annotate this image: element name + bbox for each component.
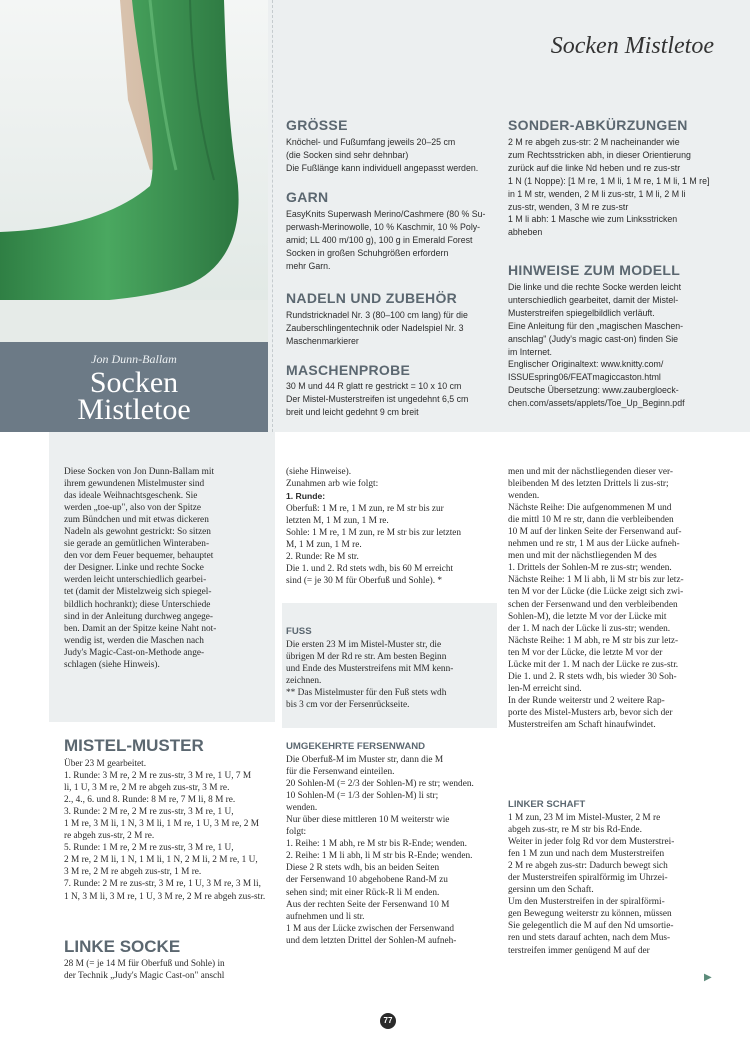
- garn-text: EasyKnits Superwash Merino/Cashmere (80 % Su- perwash-Merinowolle, 10 % Kaschmir, 10 % Poly- amid; LL 400 m/100 g), 100 g in Emerald Forest Socken in großen Schuhgrößen erfordern mehr Garn.: [286, 209, 486, 271]
- maschenprobe-text: 30 M und 44 R glatt re gestrickt = 10 x 10 cm Der Mistel-Musterstreifen ist ungedehnt 6,5 cm breit und leicht gedehnt 9 cm breit: [286, 381, 469, 417]
- maschenprobe-heading: MASCHENPROBE: [286, 362, 411, 378]
- fersenwand-section: UMGEKEHRTE FERSENWAND Die Oberfuß-M im Muster str, dann die M für die Fersenwand einteilen. 20 Sohlen-M (= 2/3 der Sohlen-M) re str; wenden. 10 Sohlen-M (= 1/3 der Sohlen-M) li str; wenden. Nur über diese mittleren 10 M weiterstr wie folgt: 1. Reihe: 1 M abh, re M str bis R-Ende; wenden. 2. Reihe: 1 M li abh, li M str bis R-Ende; wenden. Diese 2 R stets wdh, bis an beiden Seiten der Fersenwand 10 abgehobene Rand-M zu sehen sind; mit einer Rück-R li M enden. Aus der rechten Seite der Fersenwand 10 M aufnehmen und li str. 1 M aus der Lücke zwischen der Fersenwand und dem letzten Drittel der Sohlen-M aufneh-: [286, 740, 498, 947]
- nadeln-heading: NADELN UND ZUBEHÖR: [286, 290, 458, 306]
- nadeln-text: Rundstricknadel Nr. 3 (80–100 cm lang) für die Zauberschlingentechnik oder Nadelspiel Nr. 3 Maschenmarkierer: [286, 310, 468, 346]
- continue-arrow-icon: ▶: [704, 972, 712, 983]
- sock-illustration: [0, 0, 268, 342]
- hinweise-text: Die linke und die rechte Socke werden leicht unterschiedlich gearbeitet, damit der Mistel- Musterstreifen spiegelbildlich verläuft. Eine Anleitung für den „magischen Maschen- anschlag" (Judy's magic cast-on) finden Sie im Internet. Englischer Originaltext: www.knitty.com/ ISSUEspring06/FEATmagiccaston.html Deutsche Übersetzung: www.zaubergloeck- chen.com/assets/applets/Toe_Up_Beginn.pdf: [508, 282, 685, 409]
- designer-byline: Jon Dunn-Ballam: [91, 352, 177, 366]
- linke-socke-heading: LINKE SOCKE: [64, 937, 181, 956]
- sonder-heading: SONDER-ABKÜRZUNGEN: [508, 117, 688, 133]
- mistel-heading: MISTEL-MUSTER: [64, 736, 204, 755]
- fuss-section: FUSS Die ersten 23 M im Mistel-Muster str, die übrigen M der Rd re str. Am besten Beginn und Ende des Musterstreifens mit MM kenn- zeichnen. ** Das Mistelmuster für den Fuß stets wdh bis 3 cm vor der Fersenrückseite.: [286, 625, 496, 711]
- garn-heading: GARN: [286, 189, 329, 205]
- linke-socke-text: 28 M (= je 14 M für Oberfuß und Sohle) in der Technik „Judy's Magic Cast-on" anschl: [64, 959, 225, 982]
- linker-schaft-heading: LINKER SCHAFT: [508, 799, 586, 810]
- column-divider: [272, 0, 273, 432]
- fersenwand-heading: UMGEKEHRTE FERSENWAND: [286, 741, 426, 752]
- col3-text: men und mit der nächstliegenden dieser ver- bleibenden M des letzten Drittels li zus-str; wenden. Nächste Reihe: Die aufgenommenen M und die mittl 10 M re str, dann die verbleibenden 10 M auf der linken Seite der Fersenwand auf- nehmen und re str, 1 M aus der Lücke aufneh- men und mit der nächstliegenden M des 1. Drittels der Sohlen-M re zus-str; wenden. Nächste Reihe: 1 M li abh, li M str bis zur letz- ten M vor der Lücke (die Lücke zeigt sich zwi- schen der Fersenwand und den verbleibenden Sohlen-M), die letzte M vor der Lücke mit der 1. M nach der Lücke li zus-str; wenden. Nächste Reihe: 1 M abh, re M str bis zur letz- ten M vor der Lücke, die letzte M vor der Lücke mit der 1. M nach der Lücke re zus-str. Die 1. und 2. R stets wdh, bis wieder 30 Soh- len-M erreicht sind. In der Runde weiterstr und 2 weitere Rap- porte des Mistel-Musters arb, bevor sich der Musterstreifen am Schaft hinaufwindet.: [508, 467, 684, 730]
- title-line-2: Mistletoe: [77, 393, 191, 426]
- hinweise-heading: HINWEISE ZUM MODELL: [508, 262, 681, 278]
- title-line-1: Socken: [89, 366, 179, 399]
- page-number: 77: [380, 1013, 396, 1029]
- fuss-heading: FUSS: [286, 626, 312, 637]
- sock-shape: [0, 0, 239, 304]
- zunahmen-text: (siehe Hinweise). Zunahmen arb wie folgt: 1. Runde: Oberfuß: 1 M re, 1 M zun, re M str bis zur letzten M, 1 M zun, 1 M re. Sohle: 1 M re, 1 M zun, re M str bis zur letzten M, 1 M zun, 1 M re. 2. Runde: Re M str. Die 1. und 2. Rd stets wdh, bis 60 M erreicht sind (= je 30 M für Oberfuß und Sohle). *: [286, 467, 462, 587]
- title-block: [0, 342, 268, 432]
- page-title: Socken Mistletoe: [550, 33, 714, 59]
- mistel-text: Über 23 M gearbeitet. 1. Runde: 3 M re, 2 M re zus-str, 3 M re, 1 U, 7 M li, 1 U, 3 M re, 2 M re abgeh zus-str, 3 M re. 2., 4., 6. und 8. Runde: 8 M re, 7 M li, 8 M re. 3. Runde: 2 M re, 2 M re zus-str, 3 M re, 1 U, 1 M re, 3 M li, 1 N, 3 M li, 1 M re, 1 U, 3 M re, 2 M re abgeh zus-str, 2 M re. 5. Runde: 1 M re, 2 M re zus-str, 3 M re, 1 U, 2 M re, 2 M li, 1 N, 1 M li, 1 N, 2 M li, 2 M re, 1 U, 3 M re, 2 M re abgeh zus-str, 1 M re. 7. Runde: 2 M re zus-str, 3 M re, 1 U, 3 M re, 3 M li, 1 N, 3 M li, 3 M re, 1 U, 3 M re, 2 M re abgeh zus-str.: [64, 759, 266, 902]
- sock-photo: [0, 0, 268, 342]
- intro-text: Diese Socken von Jon Dunn-Ballam mit ihrem gewundenen Mistelmuster sind das ideale Weihnachtsgeschenk. Sie werden „toe-up", also von der Spitze zum Bündchen und mit etwas dickeren Nadeln als gewohnt gestrickt: So sitzen sie gerade an gemütlichen Winteraben- den vor dem Feuer bequemer, behauptet der Designer. Linke und rechte Socke werden leicht unterschiedlich gearbei- tet (damit der Mistelzweig sich spiegel- bildlich hochrankt); diese Unterschiede sind in der Anleitung durchweg angege- ben. Damit an der Spitze keine Naht not- wendig ist, werden die Maschen nach Judy's Magic-Cast-on-Methode ange- schlagen (siehe Hinweis).: [64, 467, 217, 670]
- sonder-text: 2 M re abgeh zus-str: 2 M nacheinander wie zum Rechtsstricken abh, in dieser Orientierung zurück auf die linke Nd heben und re zus-str 1 N (1 Noppe): [1 M re, 1 M li, 1 M re, 1 M li, 1 M re] in 1 M str, wenden, 2 M li zus-str, 1 M li, 2 M li zus-str, wenden, 3 M re zus-str 1 M li abh: 1 Masche wie zum Linksstricken abheben: [508, 137, 710, 238]
- groesse-text: Knöchel- und Fußumfang jeweils 20–25 cm (die Socken sind sehr dehnbar) Die Fußlänge kann individuell angepasst werden.: [286, 137, 479, 173]
- linker-schaft-section: LINKER SCHAFT 1 M zun, 23 M im Mistel-Muster, 2 M re abgeh zus-str, re M str bis Rd-Ende. Weiter in jeder folg Rd vor dem Musterstrei- fen 1 M zun und nach dem Musterstreifen 2 M re abgeh zus-str: Dadurch bewegt sich der Musterstreifen spiralförmig im Uhrzei- gersinn um den Schaft. Um den Musterstreifen in der spiralförmi- gen Bewegung weiterstr zu können, müssen Sie gelegentlich die M auf den Nd umsortie- ren und stets darauf achten, nach dem Mus- terstreifen immer genügend M auf der: [508, 798, 724, 957]
- groesse-heading: GRÖSSE: [286, 117, 348, 133]
